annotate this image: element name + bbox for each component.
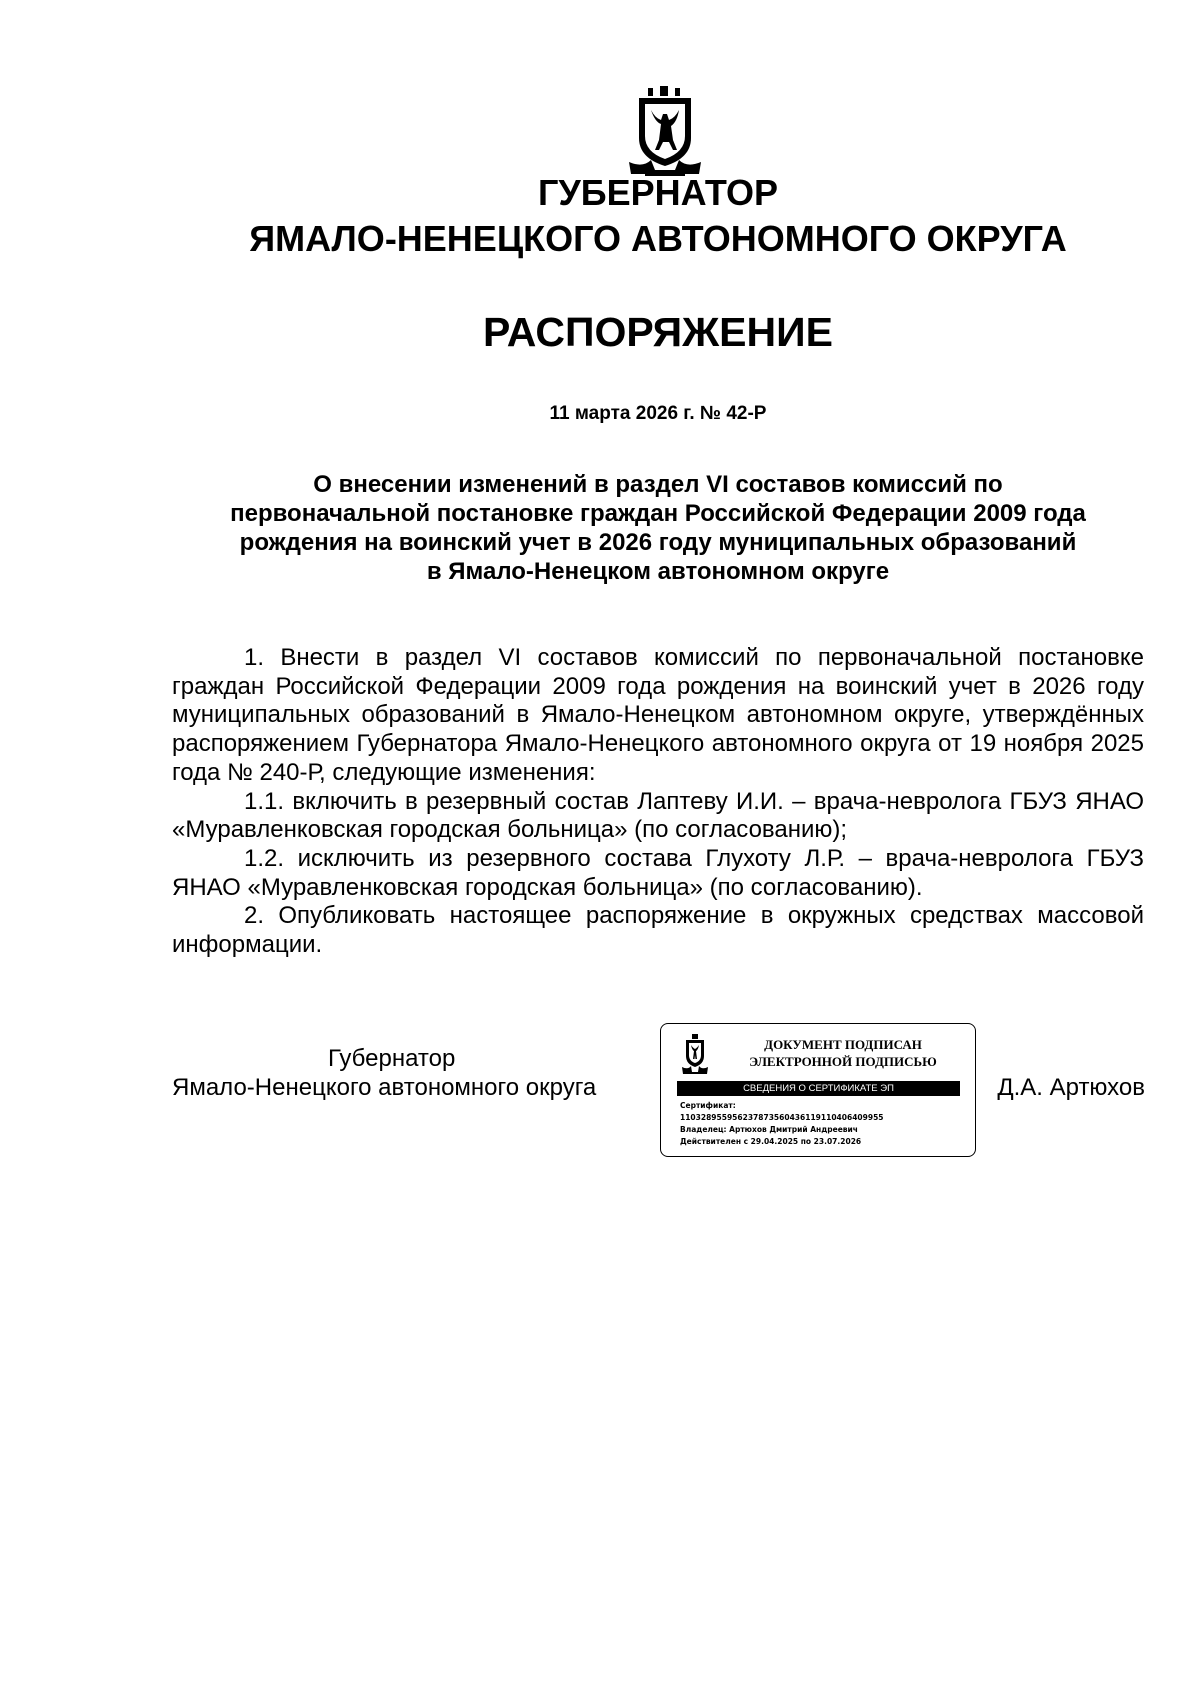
electronic-signature-stamp [660,1023,976,1157]
signatory-name: Д.А. Артюхов [997,1074,1145,1101]
issuer-region: ЯМАЛО-НЕНЕЦКОГО АВТОНОМНОГО ОКРУГА [249,218,1067,259]
yamal-coat-of-arms-icon [681,1034,709,1076]
certificate-details [680,1100,884,1148]
certificate-label: Сертификат: [680,1101,736,1110]
clause-1-2: 1.2. исключить из резервного состава Глухоту Л.Р. – врача-невролога ГБУЗ ЯНАО «Муравленковская городская больница» (по согласованию). [172,844,1144,901]
document-body [172,644,1144,960]
subject-line: первоначальной постановке граждан Российской Федерации 2009 года [230,500,1086,527]
subject-line: О внесении изменений в раздел VI составов комиссий по [313,471,1003,498]
clause-1: 1. Внести в раздел VI составов комиссий по первоначальной постановке граждан Российской Федерации 2009 года рождения на воинский учет в 2026 году муниципальных образований в Ямало-Ненецком автономном округе, утверждённых распоряжением Губернатора Ямало-Ненецкого автономного округа от 19 ноября 2025 года № 240-Р, следующие изменения: [172,644,1144,786]
signatory-region: Ямало-Ненецкого автономного округа [172,1074,597,1101]
subject-line: в Ямало-Ненецком автономном округе [426,558,890,585]
signatory-position [172,1044,642,1102]
issuer-title: ГУБЕРНАТОР [537,172,778,213]
date-and-number: 11 марта 2026 г. № 42-Р [549,403,767,424]
document-subject [172,470,1144,586]
yamal-coat-of-arms-icon [625,86,705,178]
certificate-owner: Владелец: Артюхов Дмитрий Андреевич [680,1125,858,1134]
stamp-title-line: ДОКУМЕНТ ПОДПИСАН [764,1037,922,1052]
clause-1-1: 1.1. включить в резервный состав Лаптеву И.И. – врача-невролога ГБУЗ ЯНАО «Муравленковская городская больница» (по согласованию); [172,787,1144,844]
document-type: РАСПОРЯЖЕНИЕ [483,309,833,355]
signatory-title: Губернатор [328,1045,456,1072]
certificate-number: 110328955956237873560436119110406409955 [680,1113,884,1122]
stamp-title-line: ЭЛЕКТРОННОЙ ПОДПИСЬЮ [749,1054,937,1069]
certificate-info-bar: СВЕДЕНИЯ О СЕРТИФИКАТЕ ЭП [677,1081,960,1096]
subject-line: рождения на воинский учет в 2026 году муниципальных образований [239,529,1077,556]
certificate-validity: Действителен с 29.04.2025 по 23.07.2026 [680,1137,862,1146]
stamp-title [723,1036,963,1070]
clause-2: 2. Опубликовать настоящее распоряжение в окружных средствах массовой информации. [172,902,1144,959]
